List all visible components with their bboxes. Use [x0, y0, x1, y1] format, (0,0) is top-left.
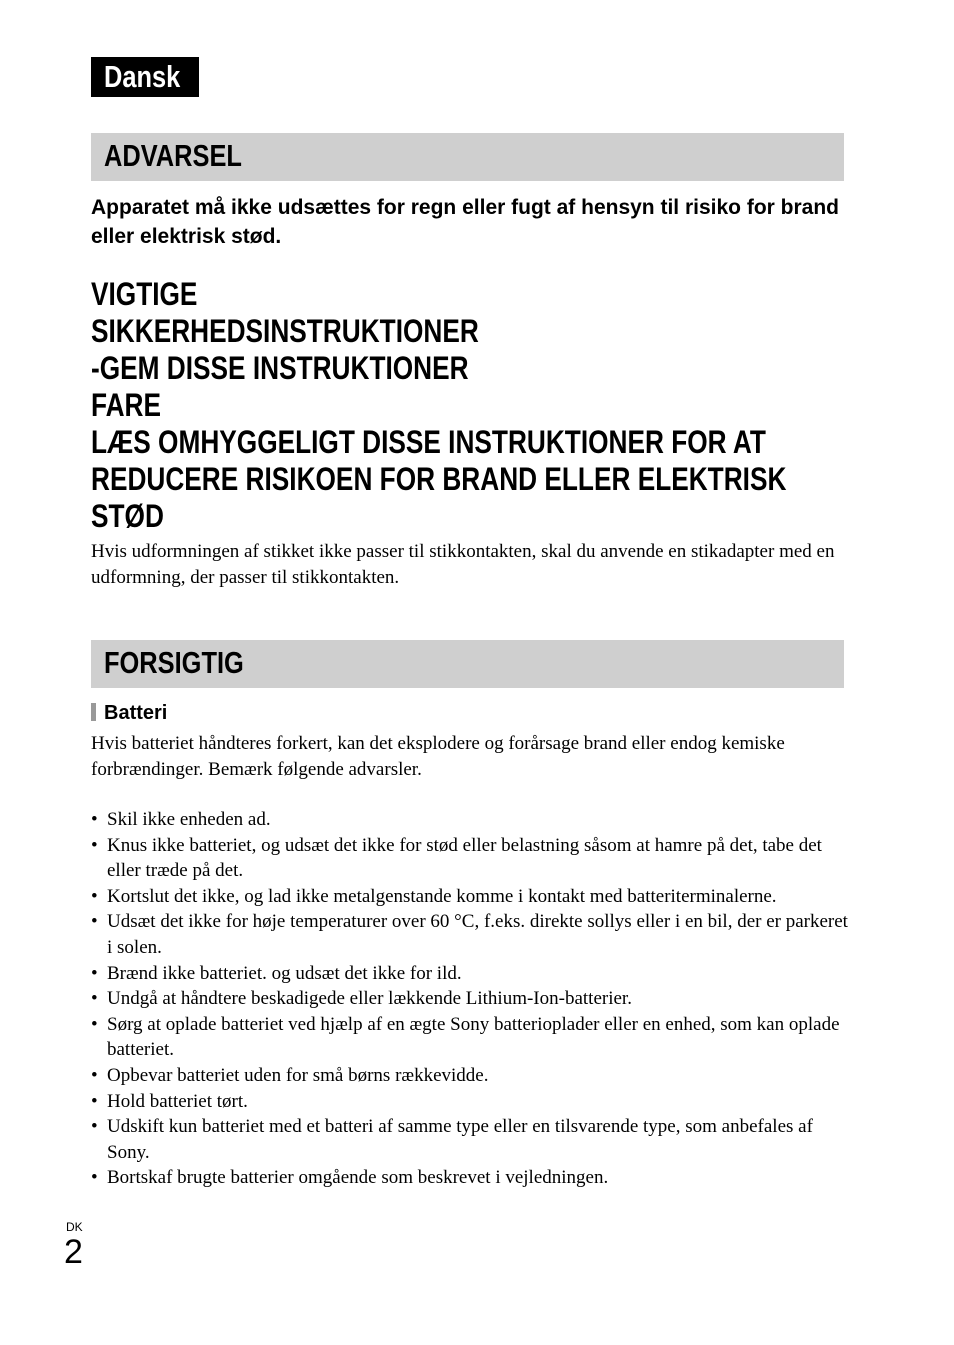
section-title: FORSIGTIG [104, 645, 244, 680]
list-item: • Udsæt det ikke for høje temperaturer over 60 °C, f.eks. direkte sollys eller i en bil, der er parkeret i solen. [91, 909, 851, 960]
subheading-label: Batteri [104, 702, 168, 724]
subheading-marker-icon [91, 703, 96, 721]
heading-line: SIKKERHEDSINSTRUKTIONER [91, 313, 479, 349]
heading-line: FARE [91, 387, 161, 423]
list-item: • Knus ikke batteriet, og udsæt det ikke for stød eller belastning såsom at hamre på det, tabe det eller træde på det. [91, 833, 851, 884]
page-number: 2 [64, 1233, 83, 1271]
list-item: • Opbevar batteriet uden for små børns rækkevidde. [91, 1063, 851, 1089]
subheading [91, 702, 167, 725]
language-tab [91, 57, 199, 97]
list-item: • Hold batteriet tørt. [91, 1089, 851, 1115]
list-item: • Undgå at håndtere beskadigede eller lækkende Lithium-Ion-batterier. [91, 986, 851, 1012]
list-item: • Bortskaf brugte batterier omgående som beskrevet i vejledningen. [91, 1165, 851, 1191]
safety-headings [91, 276, 851, 535]
region-code: DK [66, 1220, 83, 1234]
list-item: • Skil ikke enheden ad. [91, 807, 851, 833]
battery-intro: Hvis batteriet håndteres forkert, kan det eksplodere og forårsage brand eller endog kemiske forbrændinger. Bemærk følgende advarsler. [91, 733, 785, 780]
heading-line: STØD [91, 498, 164, 534]
list-item: • Sørg at oplade batteriet ved hjælp af en ægte Sony batterioplader eller en enhed, som kan oplade batteriet. [91, 1012, 851, 1063]
heading-line: LÆS OMHYGGELIGT DISSE INSTRUKTIONER FOR AT [91, 424, 766, 460]
section-title: ADVARSEL [104, 138, 242, 173]
heading-line: -GEM DISSE INSTRUKTIONER [91, 350, 469, 386]
battery-warnings-list [91, 807, 851, 1191]
warning-text: Apparatet må ikke udsættes for regn eller fugt af hensyn til risiko for brand eller elektrisk stød. [91, 196, 839, 248]
plug-paragraph: Hvis udformningen af stikket ikke passer til stikkontakten, skal du anvende en stikadapter med en udformning, der passer til stikkontakten. [91, 541, 835, 588]
list-item: • Kortslut det ikke, og lad ikke metalgenstande komme i kontakt med batteriterminalerne. [91, 884, 851, 910]
list-item: • Brænd ikke batteriet. og udsæt det ikke for ild. [91, 961, 851, 987]
heading-line: REDUCERE RISIKOEN FOR BRAND ELLER ELEKTRISK [91, 461, 787, 497]
list-item: • Udskift kun batteriet med et batteri af samme type eller en tilsvarende type, som anbefales af Sony. [91, 1114, 851, 1165]
section-bar-forsigtig [91, 640, 844, 688]
language-label: Dansk [104, 59, 181, 94]
heading-line: VIGTIGE [91, 276, 198, 312]
section-bar-advarsel [91, 133, 844, 181]
